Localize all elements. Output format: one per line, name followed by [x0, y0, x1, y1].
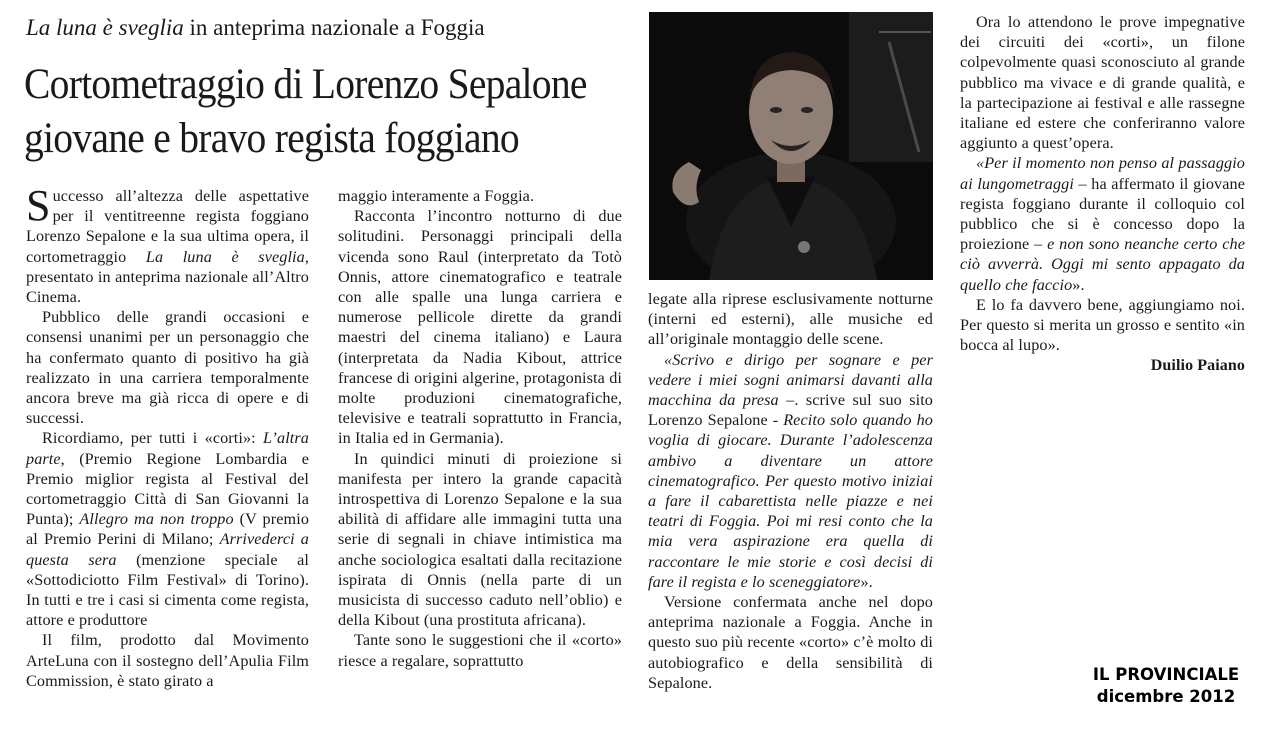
paragraph-text: , (Premio Regione Lombardia e Premio miglior regista al Festival del cortometraggio Città di San Giovanni la Punta);	[26, 449, 309, 529]
publication-date: dicembre 2012	[1096, 687, 1236, 706]
film-title: La luna è sveglia	[145, 247, 305, 266]
paragraph	[648, 350, 933, 592]
headline-line-2: giovane e bravo regista foggiano	[24, 115, 519, 162]
paragraph: Pubblico delle grandi occasioni e consensi unanimi per un personaggio che ha confermato quanto di positivo ha già realizzato in una carriera temporalmente ancora breve ma già ricca di opere e di successi.	[26, 308, 309, 428]
paragraph	[26, 428, 309, 630]
quote-text: «Scrivo e dirigo per sognare e per vedere i miei sogni animarsi davanti alla macchina da presa –	[648, 350, 933, 410]
article-column-3	[648, 289, 933, 693]
paragraph: Tante sono le suggestioni che il «corto» riesce a regalare, soprattutto	[338, 631, 622, 670]
paragraph-text: (menzione speciale al «Sottodiciotto Film Festival» di Torino). In tutti e tre i casi si cimenta come regista, attore e produttore	[26, 550, 309, 630]
quote-text: e non sono neanche certo che ciò avverrà. Oggi mi sento appagato da quello che faccio	[960, 235, 1245, 294]
paragraph-text: (V premio al Premio Perini di Milano;	[26, 510, 310, 549]
paragraph-text: – ha affermato il giovane regista foggiano durante il colloquio col pubblico che si è concesso dopo la proiezione –	[960, 174, 1246, 254]
portrait-illustration	[649, 12, 933, 280]
paragraph: maggio interamente a Foggia.	[338, 187, 535, 205]
kicker-text: in anteprima nazionale a Foggia	[183, 15, 485, 40]
publication-name: IL PROVINCIALE	[1092, 665, 1240, 684]
paragraph: E lo fa davvero bene, aggiungiamo noi. Per questo si merita un grosso e sentito «in bocca al lupo».	[960, 295, 1245, 355]
film-title: Arrivederci a questa sera	[26, 530, 309, 569]
article-column-1	[26, 181, 310, 691]
film-title: Allegro ma non troppo	[79, 510, 234, 529]
paragraph: Ora lo attendono le prove impegnative dei circuiti dei «corti», un filone colpevolmente quasi sconosciuto al grande pubblico ma vivace e di grande qualità, e la partecipazione ai festival e alle rassegne italiane ed estere che conferiranno valore aggiunto a quest’opera.	[960, 13, 1245, 153]
paragraph: Versione confermata anche nel dopo anteprima nazionale a Foggia. Anche in questo suo più recente «corto» c’è molto di autobiografico e della sensibilità di Sepalone.	[648, 593, 933, 692]
paragraph-text: uccesso all’altezza delle aspettative per il ventitreenne regista foggiano Lorenzo Sepalone e la sua ultima opera, il cortometraggio	[26, 187, 309, 266]
quote-text: Recito solo quando ho voglia di giocare. Durante l’adolescenza ambivo a diventare un attore cinematografico. Per questo motivo iniziai a fare il cabarettista nelle piazze e nei teatri di Foggia. Poi mi resi conto che la mia vera aspirazione era quella di raccontare le mie storie e così decisi di fare il regista e lo sceneggiatore	[648, 411, 933, 591]
paragraph	[960, 153, 1245, 294]
paragraph-text: ».	[1072, 275, 1085, 294]
drop-cap: S	[26, 181, 51, 230]
headline	[24, 58, 587, 166]
paragraph	[26, 181, 309, 307]
quote-text: «Per il momento non penso al passaggio ai lungometraggi	[960, 154, 1245, 193]
paragraph-text: , presentato in anteprima nazionale all’Altro Cinema.	[26, 247, 309, 307]
paragraph: Il film, prodotto dal Movimento ArteLuna con il sostegno dell’Apulia Film Commission, è stato girato a	[26, 631, 309, 690]
director-photo	[649, 12, 933, 280]
paragraph-text: ».	[860, 572, 873, 591]
publication-source	[1086, 664, 1246, 708]
paragraph-text: Ricordiamo, per tutti i «corti»:	[42, 429, 264, 448]
kicker-film-title: La luna è sveglia	[26, 15, 184, 40]
paragraph: legate alla riprese esclusivamente notturne (interni ed esterni), alle musiche ed all’originale montaggio delle scene.	[648, 290, 933, 349]
paragraph: Racconta l’incontro notturno di due solitudini. Personaggi principali della vicenda sono Raul (interpretato da Totò Onnis, attore cinematografico e teatrale con alle spalle una lunga carriera e numerose pellicole dirette da grandi maestri del cinema italiano) e Laura (interpretata da Nadia Kibout, attrice francese di origini algerine, protagonista di molte produzioni cinematografiche, televisive e teatrali soprattutto in Francia, in Italia ed in Germania).	[338, 207, 622, 448]
article-column-2	[338, 186, 622, 671]
article-column-4	[960, 12, 1245, 376]
headline-line-1: Cortometraggio di Lorenzo Sepalone	[24, 61, 587, 108]
paragraph: In quindici minuti di proiezione si manifesta per intero la grande capacità introspettiva di Lorenzo Sepalone e la sua abilità di affidare alle immagini tutta una serie di segnali in chiave intimistica ma anche sociologica esaltati dalla recitazione ispirata di Onnis (nella parte di un musicista di successo caduto nell’oblio) e della Kibout (una prostituta africana).	[338, 449, 622, 630]
author-byline: Duilio Paiano	[1150, 357, 1245, 375]
kicker	[26, 14, 626, 42]
paragraph-text: . scrive sul suo sito Lorenzo Sepalone -	[648, 391, 933, 430]
film-title: L’altra parte	[26, 429, 309, 468]
